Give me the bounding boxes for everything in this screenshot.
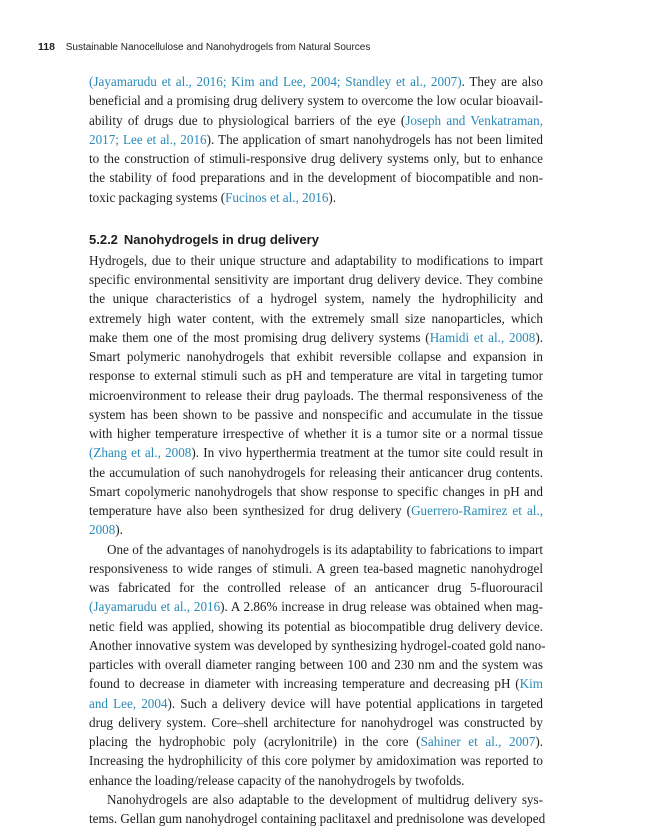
citation-link[interactable]: Guerrero-Ramirez et al.,: [411, 503, 544, 518]
text-line: toxic packaging systems (Fucinos et al., 2016).: [89, 189, 337, 205]
citation-link[interactable]: (Jayamarudu et al., 2016; Kim and Lee, 2004; Standley et al., 2007): [89, 74, 462, 89]
running-title: Sustainable Nanocellulose and Nanohydrogels from Natural Sources: [65, 42, 371, 53]
text-line: the stability of food preparations and in the development of biocompatible and non-: [89, 170, 543, 186]
citation-link[interactable]: (Zhang et al., 2008: [89, 445, 192, 461]
text-line: 2017; Lee et al., 2016). The application of smart nanohydrogels has not been limited: [89, 131, 543, 147]
text-line: response to external stimuli such as pH and temperature are vital in targeting tumor: [89, 368, 543, 384]
text-line: (Zhang et al., 2008). In vivo hyperthermia treatment at the tumor site could result in: [89, 445, 544, 461]
text-line: the unique characteristics of a hydrogel system, namely the hydrophilicity and: [89, 291, 543, 307]
text-line: drug delivery system. Core–shell architecture for nanohydrogel was constructed by: [89, 714, 543, 730]
citation-link[interactable]: 2017; Lee et al., 2016: [89, 131, 207, 147]
text-line: to the construction of stimuli-responsive drug delivery systems only, but to enhance: [89, 151, 543, 166]
text-line: and Lee, 2004). Such a delivery device will have potential applications in targeted: [89, 695, 543, 711]
text-line: system has been shown to be passive and nonspecific and accumulate in the tissue: [89, 406, 543, 422]
text-line: particles with overall diameter ranging between 100 and 230 nm and the system was: [89, 657, 543, 672]
text-line: Smart copolymeric nanohydrogels that show response to specific changes in pH and: [89, 483, 543, 499]
text-line: with higher temperature irrespective of whether it is a tumor site or a normal tissue: [89, 426, 543, 441]
text-line: Nanohydrogels are also adaptable to the development of multidrug delivery sys-: [107, 791, 543, 807]
running-header: [38, 41, 598, 57]
citation-link[interactable]: Fucinos et al., 2016: [225, 189, 329, 205]
section-number: 5.2.2: [89, 231, 118, 247]
citation-link[interactable]: Kim: [519, 676, 543, 692]
text-line: 2008).: [89, 522, 123, 538]
text-line: found to decrease in diameter with increasing temperature and decreasing pH (Kim: [89, 676, 543, 692]
citation-link[interactable]: and Lee, 2004: [89, 695, 168, 711]
text-line: One of the advantages of nanohydrogels is its adaptability to fabrications to impart: [107, 541, 543, 557]
citation-link[interactable]: (Jayamarudu et al., 2016: [89, 599, 221, 615]
text-line: was fabricated for the controlled release of an anticancer drug 5-fluorouracil: [89, 580, 543, 595]
section-title: Nanohydrogels in drug delivery: [123, 231, 319, 247]
text-line: Another innovative system was developed by synthesizing hydrogel-coated gold nano-: [89, 637, 546, 653]
citation-link[interactable]: Hamidi et al., 2008: [429, 329, 536, 345]
section-heading: [89, 229, 543, 251]
text-line: responsiveness to wide ranges of stimuli. A green tea-based magnetic nanohydrogel: [89, 560, 543, 576]
text-line: netic field was applied, showing its potential as biocompatible drug delivery device.: [89, 618, 543, 634]
text-line: make them one of the most promising drug delivery systems (Hamidi et al., 2008).: [89, 329, 543, 345]
text-line: (Jayamarudu et al., 2016; Kim and Lee, 2004; Standley et al., 2007). They are also: [89, 74, 543, 89]
text-line: (Jayamarudu et al., 2016). A 2.86% increase in drug release was obtained when mag-: [89, 599, 543, 615]
text-line: Smart polymeric nanohydrogels that exhibit reversible collapse and expansion in: [89, 349, 543, 364]
text-line: beneficial and a promising drug delivery system to overcome the low ocular bioavail-: [89, 93, 543, 109]
citation-link[interactable]: Sahiner et al., 2007: [420, 734, 536, 749]
text-line: enhance the loading/release capacity of the nanohydrogels by twofolds.: [89, 772, 465, 788]
body-text: [89, 72, 546, 828]
citation-link[interactable]: 2008: [89, 522, 116, 538]
text-line: Hydrogels, due to their unique structure and adaptability to modifications to impart: [89, 252, 543, 268]
text-line: temperature have also been synthesized for drug delivery (Guerrero-Ramirez et al.,: [89, 503, 544, 518]
text-line: ability of drugs due to physiological barriers of the eye (Joseph and Venkatraman,: [89, 112, 543, 128]
text-line: Increasing the hydrophilicity of this core polymer by amidoximation was reported to: [89, 753, 543, 769]
text-line: specific environmental sensitivity are important drug delivery device. They combine: [89, 272, 543, 287]
text-line: microenvironment to release their drug payloads. The thermal responsiveness of the: [89, 387, 543, 403]
citation-link[interactable]: Joseph and Venkatraman,: [405, 112, 543, 128]
text-line: tems. Gellan gum nanohydrogel containing paclitaxel and prednisolone was developed: [89, 811, 546, 826]
text-line: extremely high water content, with the extremely small size nanoparticles, which: [89, 310, 543, 326]
text-line: the accumulation of such nanohydrogels for releasing their anticancer drug contents.: [89, 464, 543, 480]
page-number: 118: [38, 41, 55, 53]
text-line: placing the hydrophobic poly (acrylonitrile) in the core (Sahiner et al., 2007).: [89, 734, 543, 749]
